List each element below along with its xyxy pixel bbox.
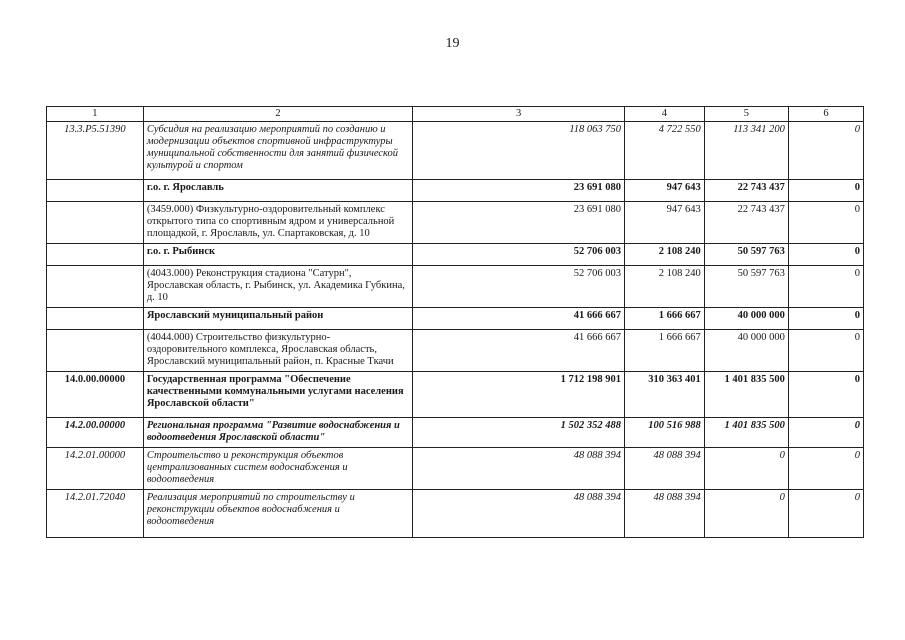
row-code: 14.2.00.00000 <box>47 418 144 448</box>
row-federal-budget: 113 341 200 <box>704 122 788 180</box>
row-name: (4044.000) Строительство физкультурно-оздоровительного комплекса, Ярославская область, Ярославский муниципальный район, п. Красные Ткачи <box>143 330 412 372</box>
row-name: Ярославский муниципальный район <box>143 308 412 330</box>
row-other: 0 <box>788 490 863 538</box>
row-name: Строительство и реконструкция объектов централизованных систем водоснабжения и водоотведения <box>143 448 412 490</box>
row-other: 0 <box>788 308 863 330</box>
page-number: 19 <box>445 36 460 51</box>
table-row <box>47 266 864 308</box>
row-code <box>47 244 144 266</box>
column-header: 1 <box>47 107 144 122</box>
row-regional-budget: 947 643 <box>625 202 705 244</box>
row-federal-budget: 0 <box>704 490 788 538</box>
row-code <box>47 266 144 308</box>
row-code <box>47 308 144 330</box>
row-regional-budget: 4 722 550 <box>625 122 705 180</box>
table-row <box>47 372 864 418</box>
row-other: 0 <box>788 122 863 180</box>
row-code <box>47 202 144 244</box>
table-row <box>47 418 864 448</box>
row-total: 41 666 667 <box>413 330 625 372</box>
row-regional-budget: 1 666 667 <box>625 308 705 330</box>
row-regional-budget: 310 363 401 <box>625 372 705 418</box>
row-other: 0 <box>788 202 863 244</box>
row-federal-budget: 50 597 763 <box>704 266 788 308</box>
row-code: 14.2.01.72040 <box>47 490 144 538</box>
row-code: 13.3.P5.51390 <box>47 122 144 180</box>
column-header: 6 <box>788 107 863 122</box>
row-name: г.о. г. Ярославль <box>143 180 412 202</box>
row-regional-budget: 1 666 667 <box>625 330 705 372</box>
row-total: 48 088 394 <box>413 490 625 538</box>
row-regional-budget: 48 088 394 <box>625 448 705 490</box>
row-code: 14.0.00.00000 <box>47 372 144 418</box>
row-federal-budget: 1 401 835 500 <box>704 372 788 418</box>
row-total: 1 502 352 488 <box>413 418 625 448</box>
table-row <box>47 180 864 202</box>
table-row <box>47 308 864 330</box>
row-other: 0 <box>788 330 863 372</box>
row-total: 48 088 394 <box>413 448 625 490</box>
table-row <box>47 448 864 490</box>
column-header: 4 <box>625 107 705 122</box>
row-code <box>47 180 144 202</box>
row-name: Региональная программа "Развитие водоснабжения и водоотведения Ярославской области" <box>143 418 412 448</box>
row-regional-budget: 947 643 <box>625 180 705 202</box>
row-other: 0 <box>788 180 863 202</box>
row-other: 0 <box>788 244 863 266</box>
row-federal-budget: 40 000 000 <box>704 308 788 330</box>
row-federal-budget: 1 401 835 500 <box>704 418 788 448</box>
row-code: 14.2.01.00000 <box>47 448 144 490</box>
row-other: 0 <box>788 448 863 490</box>
row-total: 52 706 003 <box>413 244 625 266</box>
column-header: 2 <box>143 107 412 122</box>
row-other: 0 <box>788 372 863 418</box>
column-header: 3 <box>413 107 625 122</box>
row-total: 118 063 750 <box>413 122 625 180</box>
row-name: Реализация мероприятий по строительству и реконструкции объектов водоснабжения и водоотведения <box>143 490 412 538</box>
table-row <box>47 202 864 244</box>
row-other: 0 <box>788 418 863 448</box>
table-row <box>47 330 864 372</box>
row-regional-budget: 2 108 240 <box>625 266 705 308</box>
table-row <box>47 122 864 180</box>
row-federal-budget: 22 743 437 <box>704 180 788 202</box>
row-regional-budget: 100 516 988 <box>625 418 705 448</box>
row-total: 1 712 198 901 <box>413 372 625 418</box>
budget-table <box>46 106 864 538</box>
table-row <box>47 244 864 266</box>
table-row <box>47 490 864 538</box>
column-header: 5 <box>704 107 788 122</box>
row-total: 23 691 080 <box>413 180 625 202</box>
row-other: 0 <box>788 266 863 308</box>
row-name: (4043.000) Реконструкция стадиона "Сатурн", Ярославская область, г. Рыбинск, ул. Академика Губкина, д. 10 <box>143 266 412 308</box>
row-regional-budget: 48 088 394 <box>625 490 705 538</box>
row-code <box>47 330 144 372</box>
table-header-row <box>47 107 864 122</box>
row-federal-budget: 22 743 437 <box>704 202 788 244</box>
row-regional-budget: 2 108 240 <box>625 244 705 266</box>
row-federal-budget: 0 <box>704 448 788 490</box>
row-federal-budget: 50 597 763 <box>704 244 788 266</box>
row-name: Субсидия на реализацию мероприятий по созданию и модернизации объектов спортивной инфраструктуры муниципальной собственности для занятий физической культурой и спортом <box>143 122 412 180</box>
row-total: 23 691 080 <box>413 202 625 244</box>
row-total: 41 666 667 <box>413 308 625 330</box>
row-name: г.о. г. Рыбинск <box>143 244 412 266</box>
row-total: 52 706 003 <box>413 266 625 308</box>
row-name: (3459.000) Физкультурно-оздоровительный комплекс открытого типа со спортивным ядром и универсальной площадкой, г. Ярославль, ул. Спартаковская, д. 10 <box>143 202 412 244</box>
row-federal-budget: 40 000 000 <box>704 330 788 372</box>
row-name: Государственная программа "Обеспечение качественными коммунальными услугами населения Ярославской области" <box>143 372 412 418</box>
